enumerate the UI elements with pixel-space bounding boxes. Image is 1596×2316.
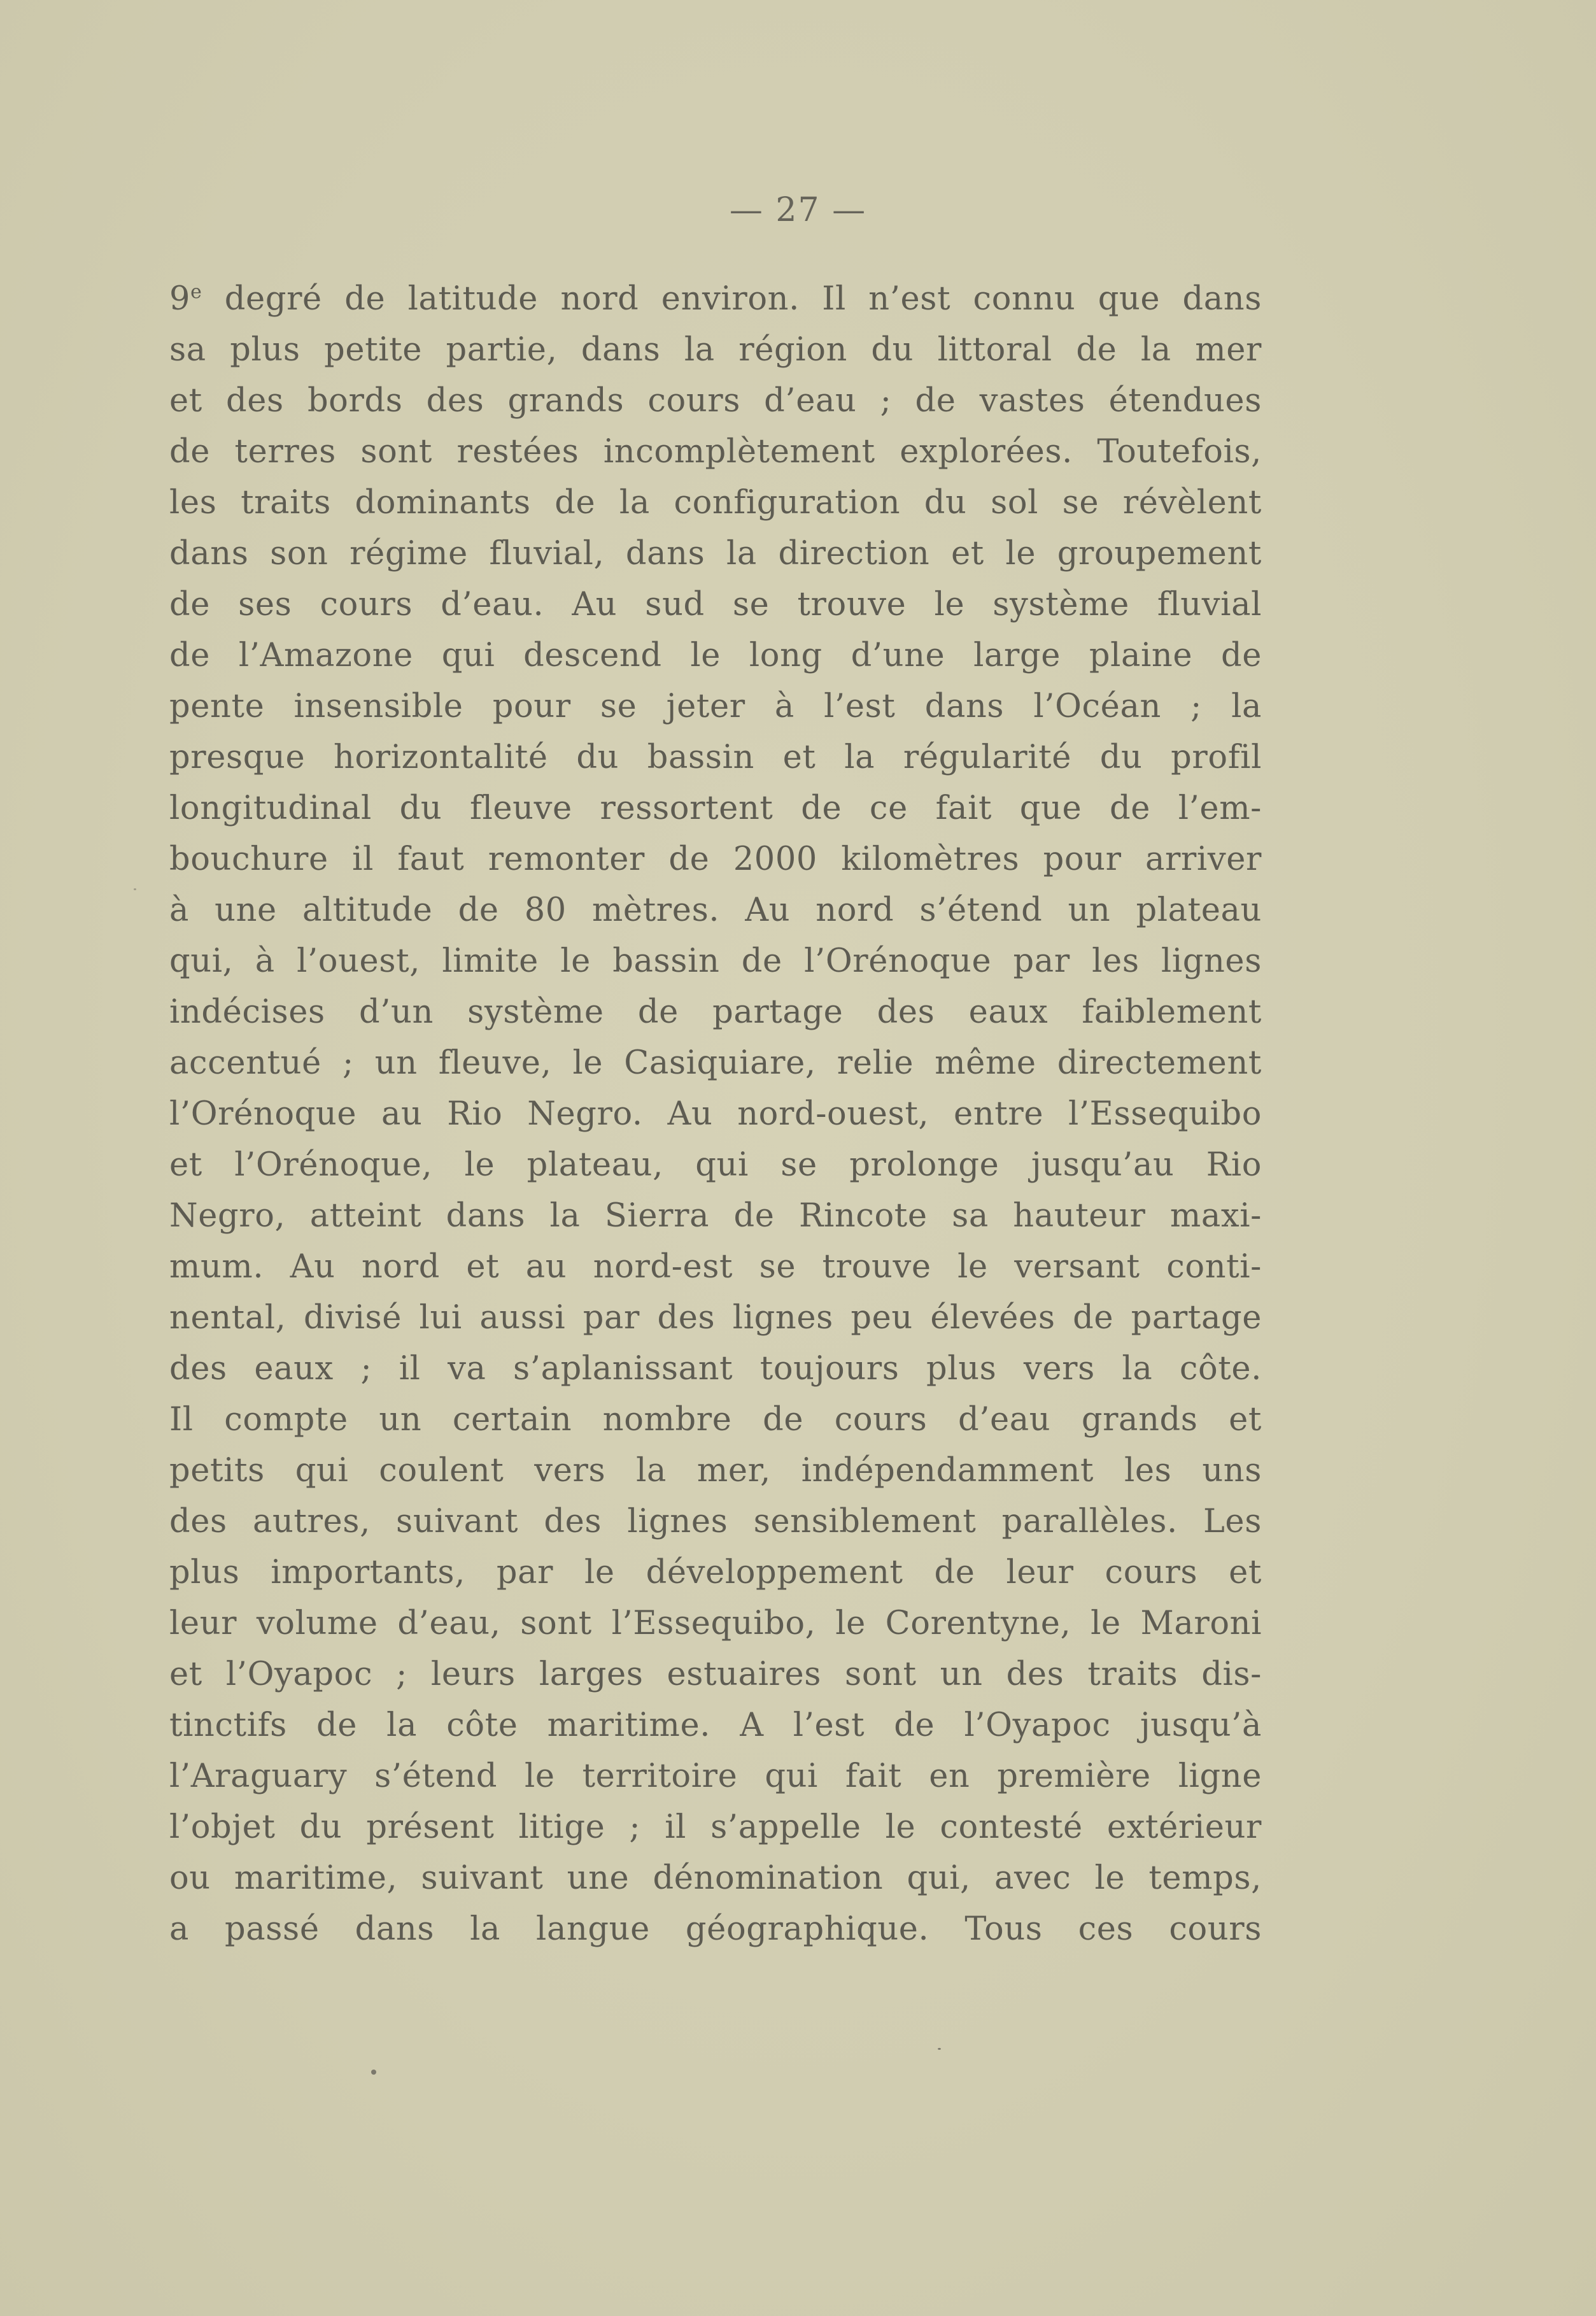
text-line: à une altitude de 80 mètres. Au nord s’étend un plateau (169, 892, 1262, 929)
ordinal-superscript: e (190, 281, 202, 303)
text-line: des eaux ; il va s’aplanissant toujours plus vers la côte. (169, 1350, 1262, 1388)
text-line: qui, à l’ouest, limite le bassin de l’Orénoque par les lignes (169, 942, 1262, 980)
text-line: bouchure il faut remonter de 2000 kilomètres pour arriver (169, 841, 1262, 878)
text-line: l’Araguary s’étend le territoire qui fait en première ligne (169, 1758, 1262, 1795)
text-line: accentué ; un fleuve, le Casiquiare, relie même directement (169, 1044, 1262, 1082)
text-line (169, 274, 1262, 325)
paper-speck (938, 2048, 941, 2050)
text-line: dans son régime fluvial, dans la direction et le groupement (169, 535, 1262, 572)
text-line: les traits dominants de la configuration du sol se révèlent (169, 484, 1262, 522)
ordinal-number: 9 (169, 280, 191, 318)
text-line-content: degré de latitude nord environ. Il n’est connu que dans (224, 280, 1262, 318)
text-line: de terres sont restées incomplètement explorées. Toutefois, (169, 433, 1262, 471)
text-line: mum. Au nord et au nord-est se trouve le versant conti- (169, 1248, 1262, 1286)
text-line: tinctifs de la côte maritime. A l’est de l’Oyapoc jusqu’à (169, 1707, 1262, 1744)
text-line: l’Orénoque au Rio Negro. Au nord-ouest, entre l’Essequibo (169, 1095, 1262, 1133)
text-line: indécises d’un système de partage des eaux faiblement (169, 993, 1262, 1031)
text-line: nental, divisé lui aussi par des lignes peu élevées de partage (169, 1299, 1262, 1337)
text-line: sa plus petite partie, dans la région du littoral de la mer (169, 331, 1262, 369)
text-line: des autres, suivant des lignes sensiblement parallèles. Les (169, 1503, 1262, 1540)
paper-speck (134, 888, 136, 890)
text-line: Negro, atteint dans la Sierra de Rincote sa hauteur maxi- (169, 1197, 1262, 1235)
text-line: et des bords des grands cours d’eau ; de vastes étendues (169, 382, 1262, 420)
text-line: de l’Amazone qui descend le long d’une large plaine de (169, 637, 1262, 674)
text-line: longitudinal du fleuve ressortent de ce fait que de l’em- (169, 790, 1262, 827)
text-line: et l’Oyapoc ; leurs larges estuaires sont un des traits dis- (169, 1656, 1262, 1693)
text-line: pente insensible pour se jeter à l’est dans l’Océan ; la (169, 688, 1262, 725)
page-number: — 27 — (729, 191, 867, 229)
text-line: plus importants, par le développement de leur cours et (169, 1554, 1262, 1591)
text-line: leur volume d’eau, sont l’Essequibo, le Corentyne, le Maroni (169, 1605, 1262, 1642)
paper-speck (371, 2070, 376, 2075)
text-line: ou maritime, suivant une dénomination qui, avec le temps, (169, 1859, 1262, 1897)
text-line: de ses cours d’eau. Au sud se trouve le système fluvial (169, 586, 1262, 623)
text-line: petits qui coulent vers la mer, indépendamment les uns (169, 1452, 1262, 1489)
text-line: et l’Orénoque, le plateau, qui se prolonge jusqu’au Rio (169, 1146, 1262, 1184)
text-line: l’objet du présent litige ; il s’appelle le contesté extérieur (169, 1808, 1262, 1846)
body-text (169, 274, 1262, 1955)
text-line: a passé dans la langue géographique. Tous ces cours (169, 1910, 1262, 1948)
text-line: presque horizontalité du bassin et la régularité du profil (169, 739, 1262, 776)
text-line: Il compte un certain nombre de cours d’eau grands et (169, 1401, 1262, 1439)
